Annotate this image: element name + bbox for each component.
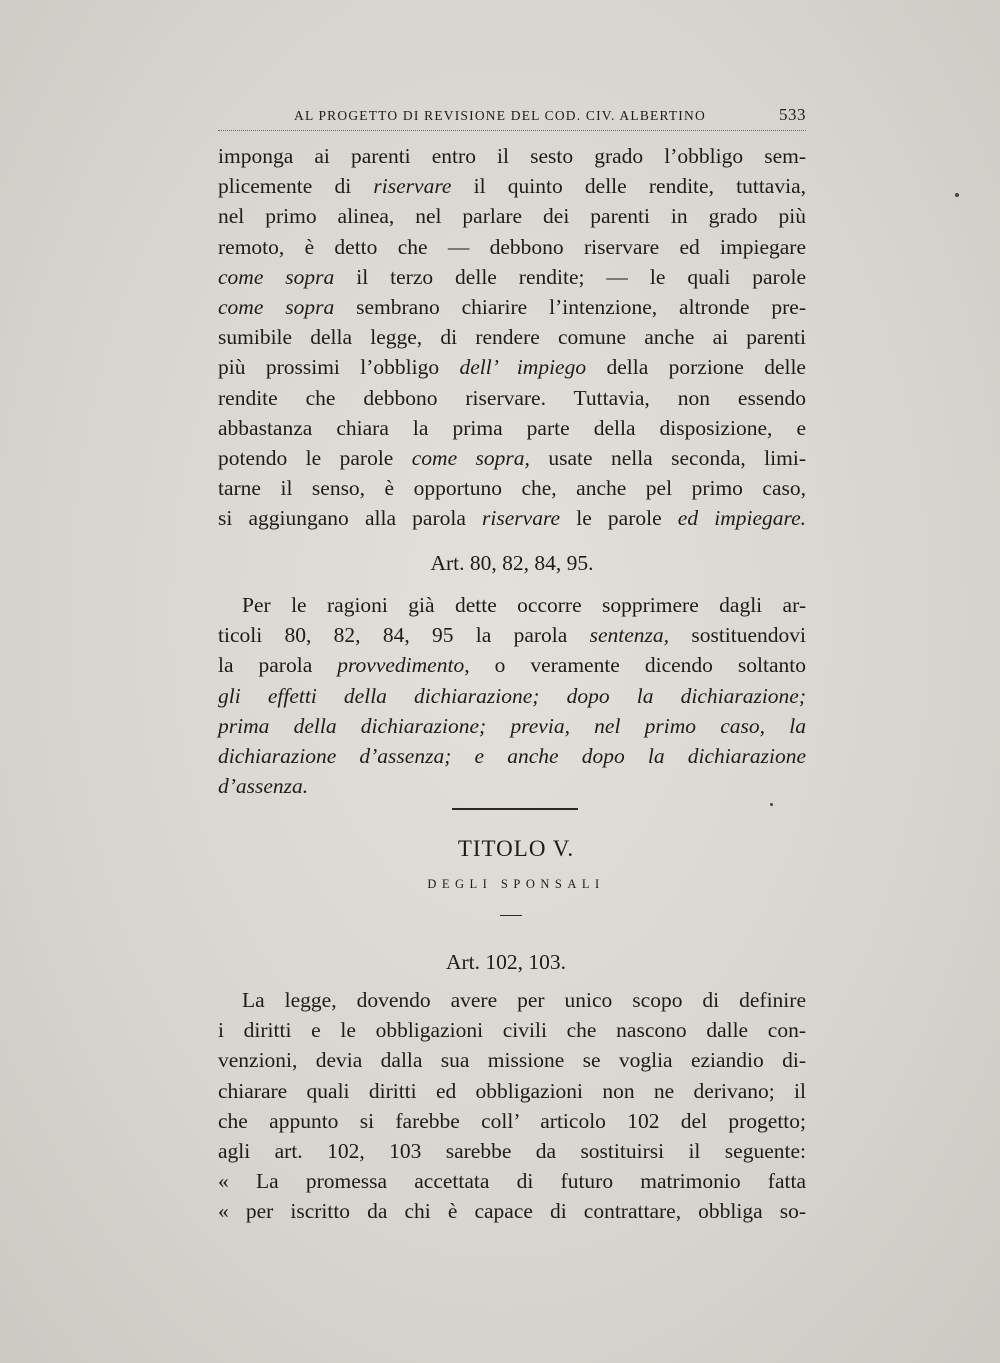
text-line bbox=[218, 141, 806, 171]
article-heading: Art. 102, 103. bbox=[445, 950, 567, 974]
text-span: usate nella seconda, limi- bbox=[529, 445, 806, 470]
text-span: sostituendovi bbox=[669, 623, 807, 648]
italic-span: dichiarazione d’assenza; e anche dopo la dichiarazione bbox=[218, 743, 806, 768]
text-line bbox=[218, 771, 806, 801]
text-span: remoto, è detto che — debbono riservare ed impiegare bbox=[218, 234, 806, 259]
text-line bbox=[218, 1106, 806, 1136]
text-line bbox=[218, 1166, 806, 1196]
text-span: « La promessa accettata di futuro matrimonio fatta bbox=[218, 1169, 806, 1194]
italic-span: ed impiegare. bbox=[677, 506, 807, 531]
paragraph-sentenza bbox=[218, 590, 806, 801]
text-span: più prossimi l’obbligo bbox=[218, 355, 460, 380]
text-line bbox=[218, 322, 806, 352]
text-line bbox=[218, 711, 806, 741]
italic-span: come sopra bbox=[218, 264, 335, 289]
text-line bbox=[218, 443, 806, 473]
article-heading: Art. 80, 82, 84, 95. bbox=[430, 551, 594, 575]
text-span: Per le ragioni già dette occorre sopprimere dagli ar- bbox=[242, 593, 806, 617]
italic-span: riservare bbox=[373, 174, 452, 199]
title-heading: TITOLO V. bbox=[457, 836, 575, 861]
italic-span: come sopra bbox=[218, 294, 335, 319]
text-span: della porzione delle bbox=[586, 355, 806, 380]
subtitle-heading: DEGLI SPONSALI bbox=[427, 877, 605, 891]
text-span: nel primo alinea, nel parlare dei parenti in grado più bbox=[218, 204, 806, 229]
text-line bbox=[218, 681, 806, 711]
text-line bbox=[218, 985, 806, 1015]
text-line bbox=[218, 473, 806, 503]
text-line bbox=[218, 352, 806, 382]
text-line bbox=[218, 1045, 806, 1075]
text-line bbox=[218, 292, 806, 322]
text-span: tarne il senso, è opportuno che, anche pel primo caso, bbox=[218, 476, 806, 501]
italic-span: dell’ impiego bbox=[459, 355, 587, 380]
italic-span: gli effetti della dichiarazione; dopo la dichiarazione; bbox=[218, 683, 806, 708]
text-line bbox=[218, 1015, 806, 1045]
italic-span: prima della dichiarazione; previa, nel primo caso, la bbox=[218, 713, 806, 738]
text-line bbox=[218, 171, 806, 201]
text-span: la parola bbox=[218, 653, 338, 678]
short-divider bbox=[500, 915, 522, 916]
text-span: plicemente di bbox=[218, 174, 374, 199]
text-line bbox=[218, 201, 806, 231]
text-span: si aggiungano alla parola bbox=[218, 506, 483, 531]
text-span: i diritti e le obbligazioni civili che nascono dalle con- bbox=[218, 1018, 806, 1043]
text-span: sembrano chiarire l’intenzione, altronde pre- bbox=[334, 294, 806, 319]
text-line bbox=[218, 383, 806, 413]
paragraph-reserve-income bbox=[218, 141, 806, 533]
text-span: le parole bbox=[560, 506, 678, 531]
running-header bbox=[218, 104, 806, 131]
text-span: La legge, dovendo avere per unico scopo di definire bbox=[242, 988, 806, 1012]
text-line bbox=[218, 1076, 806, 1106]
text-span: venzioni, devia dalla sua missione se voglia eziandio di- bbox=[218, 1048, 806, 1073]
italic-span: provvedimento, bbox=[337, 653, 470, 678]
text-line bbox=[218, 1196, 806, 1226]
running-title: AL PROGETTO DI REVISIONE DEL COD. CIV. ALBERTINO bbox=[294, 108, 706, 123]
scan-speck bbox=[955, 193, 959, 197]
italic-span: come sopra, bbox=[411, 445, 530, 470]
text-line bbox=[218, 262, 806, 292]
section-divider bbox=[452, 808, 578, 810]
text-line bbox=[218, 232, 806, 262]
text-line bbox=[218, 1136, 806, 1166]
scan-speck bbox=[770, 803, 773, 806]
text-span: imponga ai parenti entro il sesto grado l’obbligo sem- bbox=[218, 144, 806, 168]
text-line bbox=[218, 620, 806, 650]
text-span: rendite che debbono riservare. Tuttavia, non essendo bbox=[218, 385, 806, 410]
text-line bbox=[218, 650, 806, 680]
text-span: chiarare quali diritti ed obbligazioni non ne derivano; il bbox=[218, 1078, 806, 1103]
text-span: ticoli 80, 82, 84, 95 la parola bbox=[218, 623, 590, 648]
text-span: abbastanza chiara la prima parte della disposizione, e bbox=[218, 415, 806, 440]
text-line bbox=[218, 741, 806, 771]
text-line bbox=[218, 413, 806, 443]
italic-span: d’assenza. bbox=[218, 774, 309, 799]
text-span: « per iscritto da chi è capace di contrattare, obbliga so- bbox=[218, 1199, 806, 1224]
italic-span: riservare bbox=[482, 506, 561, 531]
text-span: o veramente dicendo soltanto bbox=[469, 653, 806, 678]
text-span: il terzo delle rendite; — le quali parole bbox=[334, 264, 806, 289]
text-span: agli art. 102, 103 sarebbe da sostituirsi il seguente: bbox=[218, 1138, 806, 1163]
text-span: il quinto delle rendite, tuttavia, bbox=[451, 174, 806, 199]
text-line bbox=[218, 503, 806, 533]
text-line bbox=[218, 590, 806, 620]
page-number: 533 bbox=[779, 105, 806, 124]
text-span: potendo le parole bbox=[218, 445, 412, 470]
paragraph-sponsali bbox=[218, 985, 806, 1227]
italic-span: sentenza, bbox=[589, 623, 670, 648]
text-span: sumibile della legge, di rendere comune anche ai parenti bbox=[218, 325, 806, 350]
text-span: che appunto si farebbe coll’ articolo 102 del progetto; bbox=[218, 1108, 806, 1133]
